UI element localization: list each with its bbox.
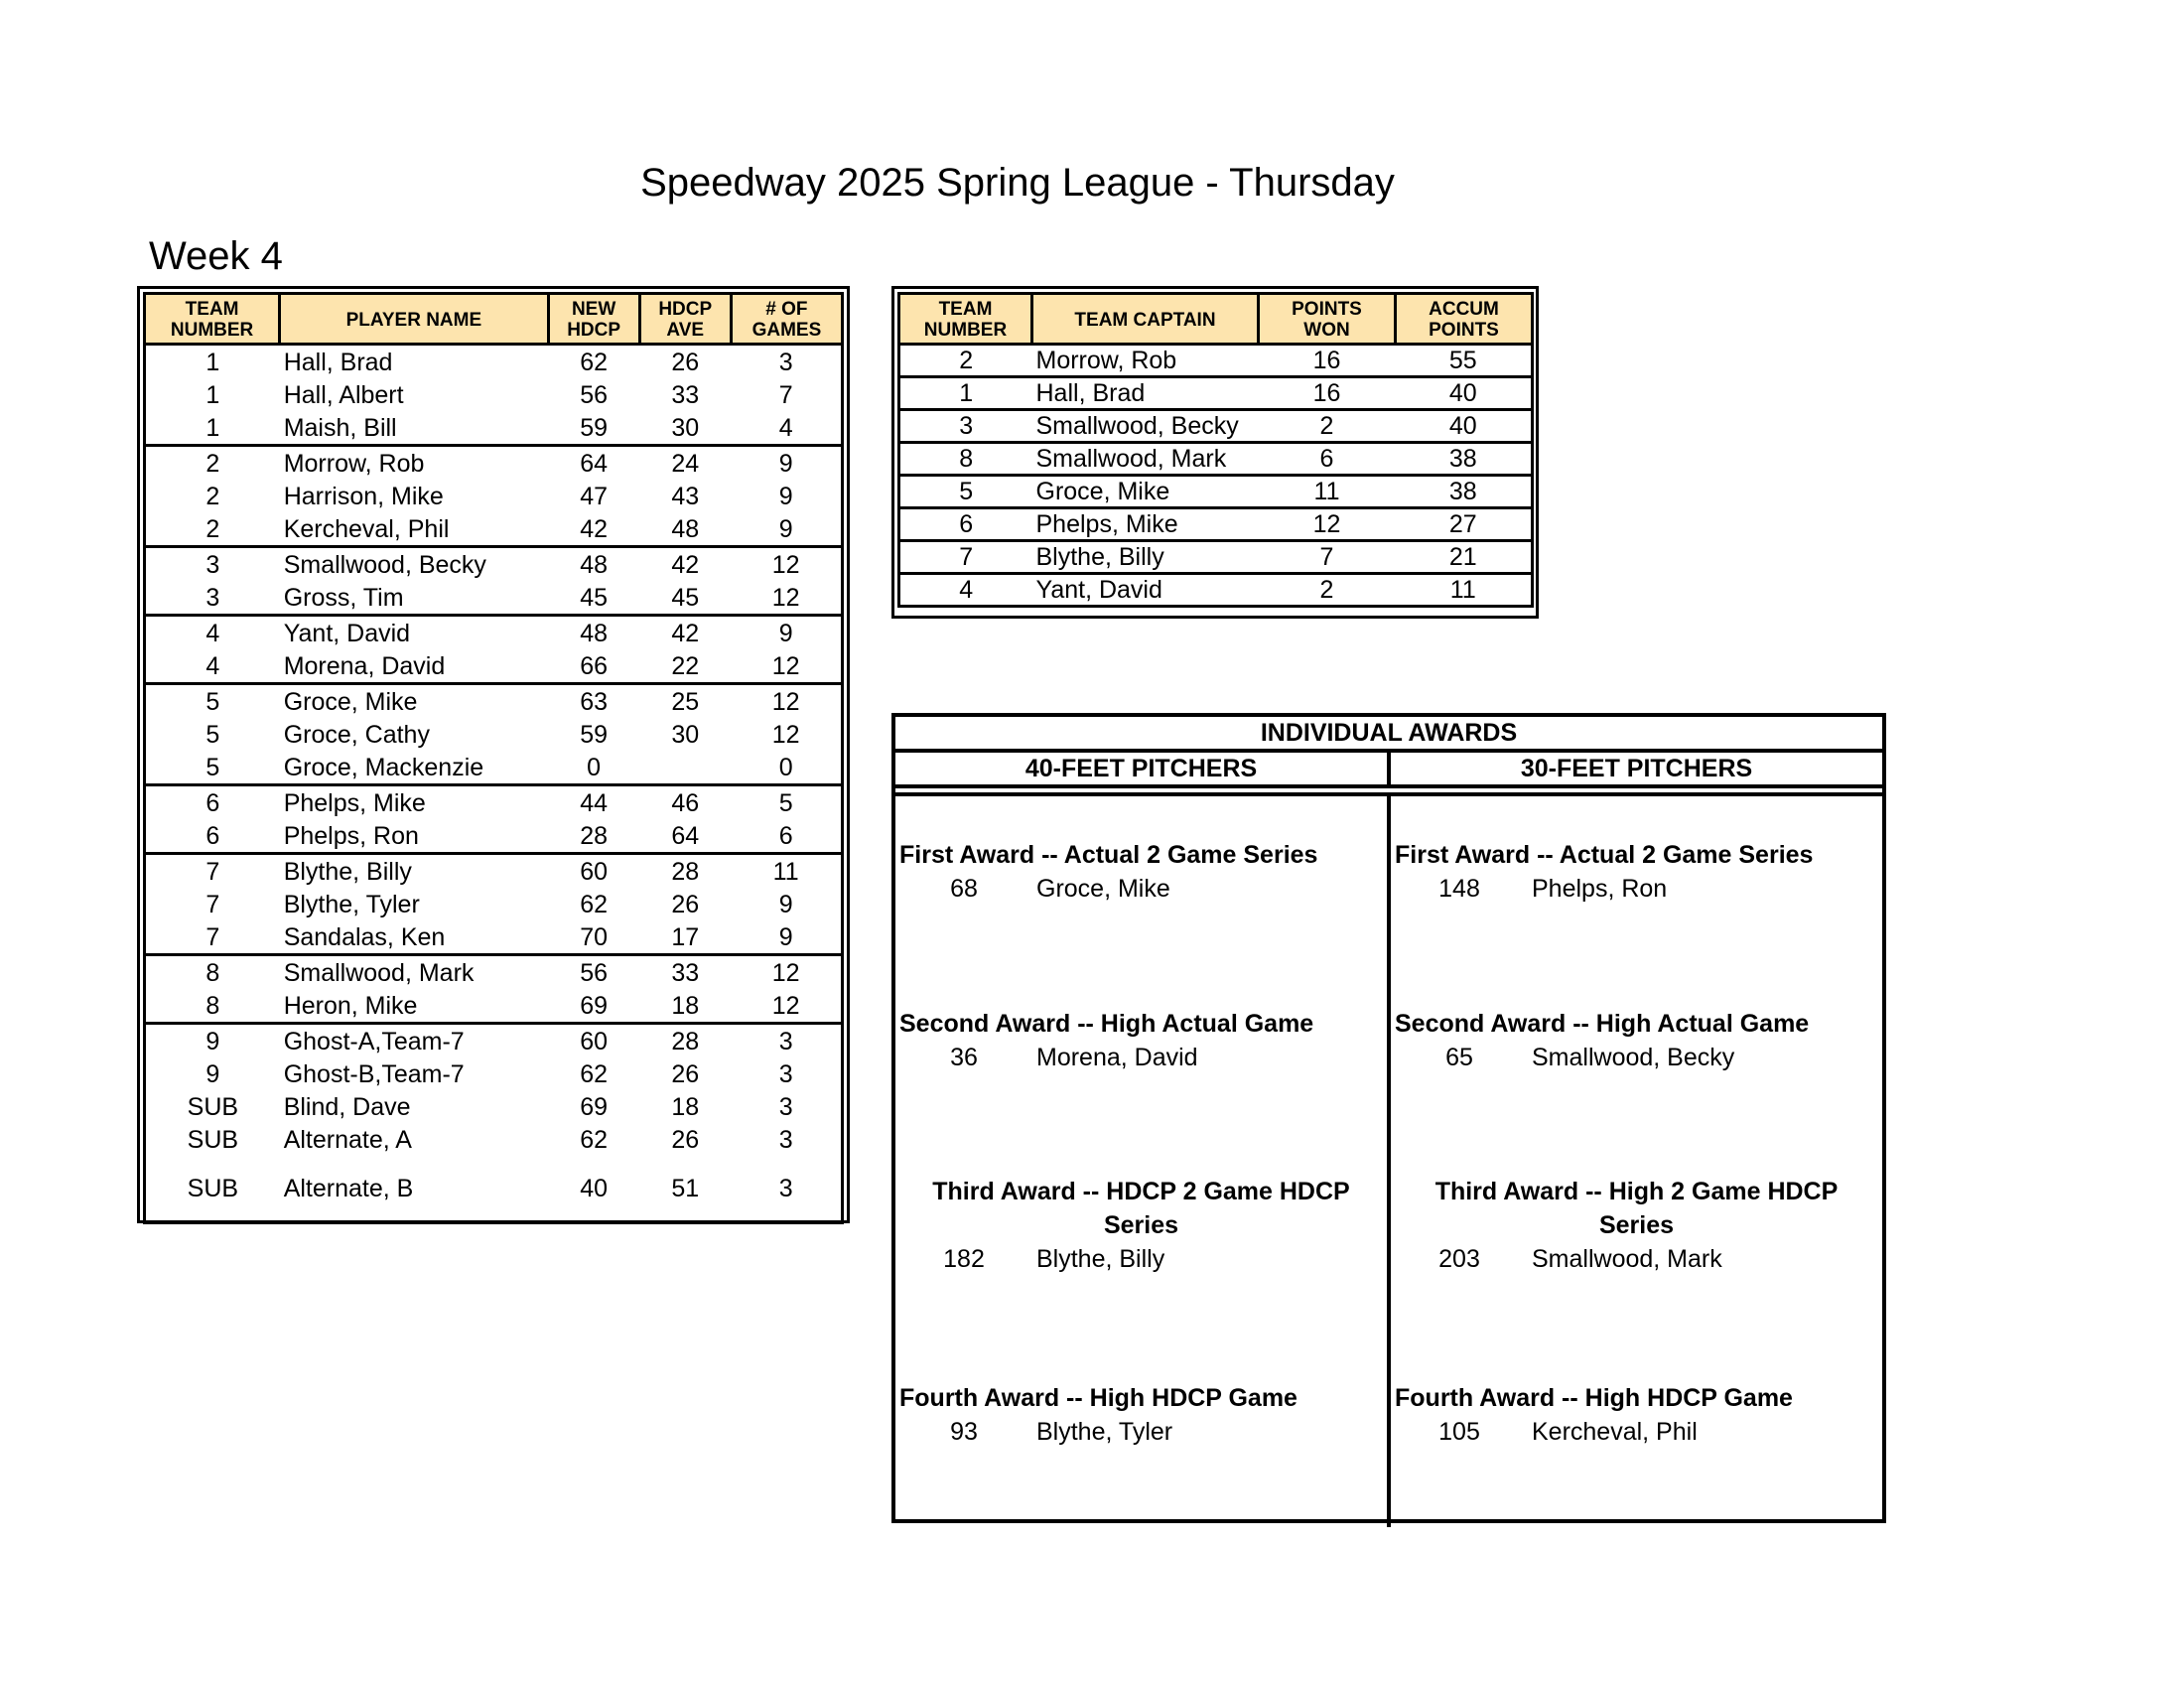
team-number-cell: 9 (145, 1024, 280, 1058)
award-score: 203 (1438, 1245, 1480, 1273)
awards-column-heading: 30-FEET PITCHERS (1520, 755, 1753, 782)
team-number-cell: 1 (205, 413, 220, 442)
team-number-cell: 5 (899, 476, 1032, 508)
accum-points-cell: 38 (1396, 476, 1533, 508)
hdcp-ave-cell: 43 (671, 482, 700, 510)
points-won-cell: 11 (1259, 476, 1396, 508)
table-row (145, 920, 843, 955)
award-entry (899, 838, 1383, 906)
table-row (145, 1156, 843, 1223)
accum-points-cell: 11 (1396, 574, 1533, 607)
table-row (145, 989, 843, 1024)
hdcp-ave-cell: 28 (639, 1024, 731, 1058)
new-hdcp-cell: 64 (548, 446, 639, 481)
new-hdcp-cell: 62 (580, 890, 609, 918)
team-number-cell: 5 (205, 753, 220, 781)
header-team-number: TEAM NUMBER (899, 294, 1032, 345)
team-number-cell: 8 (205, 991, 220, 1020)
player-name-cell: Smallwood, Becky (280, 547, 548, 582)
player-name-cell: Groce, Cathy (283, 720, 430, 749)
table-row (145, 378, 843, 411)
team-number-cell: 4 (899, 574, 1032, 607)
awards-column (1391, 796, 1882, 1527)
hdcp-ave-cell: 26 (671, 1059, 700, 1088)
team-number-cell: 7 (205, 890, 220, 918)
team-number-cell: 1 (899, 377, 1032, 410)
hdcp-ave-cell: 18 (671, 991, 700, 1020)
player-name-cell: Heron, Mike (283, 991, 418, 1020)
award-score: 93 (950, 1418, 978, 1446)
new-hdcp-cell: 48 (548, 547, 639, 582)
table-row (899, 574, 1533, 607)
hdcp-ave-cell: 33 (671, 380, 700, 409)
award-winner-name: Kercheval, Phil (1532, 1418, 1698, 1446)
games-cell: 12 (771, 583, 800, 612)
hdcp-ave-cell: 51 (671, 1175, 700, 1202)
award-winner-name: Phelps, Ron (1532, 875, 1668, 903)
award-winner-name: Smallwood, Becky (1532, 1044, 1735, 1071)
table-row (145, 785, 843, 820)
award-label: Third Award -- HDCP 2 Game HDCP Series (932, 1178, 1350, 1239)
team-number-cell: 5 (205, 720, 220, 749)
accum-points-cell: 21 (1396, 541, 1533, 574)
team-number-cell: 6 (899, 508, 1032, 541)
table-row (145, 1123, 843, 1156)
hdcp-ave-cell: 24 (639, 446, 731, 481)
table-row (899, 476, 1533, 508)
accum-points-cell: 40 (1396, 410, 1533, 443)
table-row (145, 718, 843, 751)
award-score: 182 (943, 1245, 985, 1273)
award-entry (1395, 838, 1878, 906)
table-row (145, 854, 843, 889)
team-number-cell: SUB (187, 1092, 239, 1121)
table-row (899, 541, 1533, 574)
games-cell: 12 (731, 684, 842, 719)
team-captain-cell: Smallwood, Becky (1032, 410, 1259, 443)
table-row (145, 480, 843, 512)
player-name-cell: Maish, Bill (283, 413, 397, 442)
hdcp-ave-cell: 28 (639, 854, 731, 889)
table-row (145, 819, 843, 854)
games-cell: 5 (731, 785, 842, 820)
hdcp-ave-cell: 26 (671, 890, 700, 918)
table-row (145, 955, 843, 990)
games-cell: 12 (771, 720, 800, 749)
players-table (137, 286, 850, 1223)
award-winner-name: Blythe, Billy (1036, 1245, 1165, 1273)
team-number-cell: 2 (205, 514, 220, 543)
award-label: First Award -- Actual 2 Game Series (1395, 841, 1814, 869)
hdcp-ave-cell: 46 (639, 785, 731, 820)
new-hdcp-cell: 60 (548, 854, 639, 889)
award-label: Fourth Award -- High HDCP Game (899, 1384, 1297, 1412)
awards-title: INDIVIDUAL AWARDS (895, 717, 1882, 753)
games-cell: 12 (731, 547, 842, 582)
table-row (899, 377, 1533, 410)
hdcp-ave-cell: 25 (639, 684, 731, 719)
player-name-cell: Yant, David (280, 616, 548, 650)
games-cell: 3 (778, 1092, 793, 1121)
player-name-cell: Kercheval, Phil (283, 514, 450, 543)
team-captain-cell: Phelps, Mike (1032, 508, 1259, 541)
table-row (145, 345, 843, 379)
table-row (145, 411, 843, 446)
player-name-cell: Blythe, Tyler (283, 890, 420, 918)
award-score: 68 (950, 875, 978, 903)
standings-table (891, 286, 1539, 619)
team-number-cell: 1 (145, 345, 280, 379)
award-entry (899, 1381, 1383, 1449)
new-hdcp-cell: 0 (587, 753, 602, 781)
team-number-cell: 7 (205, 922, 220, 951)
games-cell: 9 (778, 922, 793, 951)
team-number-cell: 2 (899, 345, 1032, 377)
team-captain-cell: Smallwood, Mark (1032, 443, 1259, 476)
new-hdcp-cell: 47 (580, 482, 609, 510)
table-row (145, 888, 843, 920)
awards-column (895, 796, 1391, 1527)
player-name-cell: Blythe, Billy (280, 854, 548, 889)
table-row (899, 410, 1533, 443)
games-cell: 3 (731, 1024, 842, 1058)
games-cell: 3 (731, 345, 842, 379)
games-cell: 9 (778, 890, 793, 918)
table-row (145, 751, 843, 785)
team-captain-cell: Yant, David (1032, 574, 1259, 607)
games-cell: 3 (778, 1125, 793, 1154)
team-number-cell: 8 (145, 955, 280, 990)
team-captain-cell: Blythe, Billy (1032, 541, 1259, 574)
player-name-cell: Alternate, B (283, 1175, 414, 1202)
week-label: Week 4 (149, 234, 283, 278)
team-number-cell: 3 (145, 547, 280, 582)
award-winner-name: Groce, Mike (1036, 875, 1170, 903)
team-number-cell: 3 (899, 410, 1032, 443)
header-games: # OF GAMES (731, 294, 842, 345)
award-label: Second Award -- High Actual Game (1395, 1010, 1810, 1038)
games-cell: 4 (778, 413, 793, 442)
team-number-cell: 6 (205, 821, 220, 850)
player-name-cell: Morena, David (283, 651, 446, 680)
award-entry (1395, 1007, 1878, 1074)
table-row (145, 616, 843, 650)
header-player-name: PLAYER NAME (280, 294, 548, 345)
player-name-cell: Alternate, A (283, 1125, 412, 1154)
team-number-cell: 8 (899, 443, 1032, 476)
table-row (145, 649, 843, 684)
games-cell: 6 (778, 821, 793, 850)
table-row (145, 547, 843, 582)
new-hdcp-cell: 60 (548, 1024, 639, 1058)
games-cell: 9 (731, 616, 842, 650)
award-label: Second Award -- High Actual Game (899, 1010, 1314, 1038)
accum-points-cell: 38 (1396, 443, 1533, 476)
games-cell: 0 (778, 753, 793, 781)
team-number-cell: 4 (205, 651, 220, 680)
player-name-cell: Hall, Brad (280, 345, 548, 379)
team-number-cell: 2 (205, 482, 220, 510)
games-cell: 3 (778, 1059, 793, 1088)
award-winner-name: Smallwood, Mark (1532, 1245, 1722, 1273)
header-hdcp-ave: HDCP AVE (639, 294, 731, 345)
hdcp-ave-cell: 64 (671, 821, 700, 850)
new-hdcp-cell: 48 (548, 616, 639, 650)
team-number-cell: 9 (205, 1059, 220, 1088)
accum-points-cell: 27 (1396, 508, 1533, 541)
team-number-cell: SUB (187, 1125, 239, 1154)
individual-awards (891, 713, 1886, 1523)
points-won-cell: 6 (1259, 443, 1396, 476)
player-name-cell: Gross, Tim (283, 583, 404, 612)
new-hdcp-cell: 69 (580, 991, 609, 1020)
team-number-cell: 6 (145, 785, 280, 820)
games-cell: 12 (731, 955, 842, 990)
header-team-captain: TEAM CAPTAIN (1032, 294, 1259, 345)
award-winner-name: Blythe, Tyler (1036, 1418, 1173, 1446)
hdcp-ave-cell: 33 (639, 955, 731, 990)
games-cell: 11 (731, 854, 842, 889)
hdcp-ave-cell: 30 (671, 413, 700, 442)
player-name-cell: Phelps, Ron (283, 821, 419, 850)
player-name-cell: Harrison, Mike (283, 482, 444, 510)
new-hdcp-cell: 70 (580, 922, 609, 951)
table-row (145, 581, 843, 616)
award-entry (1395, 1175, 1878, 1276)
player-name-cell: Blind, Dave (283, 1092, 411, 1121)
hdcp-ave-cell: 26 (639, 345, 731, 379)
table-row (145, 1057, 843, 1090)
team-captain-cell: Hall, Brad (1032, 377, 1259, 410)
hdcp-ave-cell: 42 (639, 616, 731, 650)
games-cell: 12 (771, 991, 800, 1020)
award-score: 105 (1438, 1418, 1480, 1446)
player-name-cell: Hall, Albert (283, 380, 404, 409)
player-name-cell: Smallwood, Mark (280, 955, 548, 990)
team-captain-cell: Groce, Mike (1032, 476, 1259, 508)
player-name-cell: Phelps, Mike (280, 785, 548, 820)
hdcp-ave-cell (639, 751, 731, 785)
award-label: Fourth Award -- High HDCP Game (1395, 1384, 1793, 1412)
hdcp-ave-cell: 17 (671, 922, 700, 951)
player-name-cell: Morrow, Rob (280, 446, 548, 481)
points-won-cell: 16 (1259, 345, 1396, 377)
new-hdcp-cell: 62 (580, 1059, 609, 1088)
new-hdcp-cell: 56 (580, 380, 609, 409)
awards-column-heading: 40-FEET PITCHERS (895, 753, 1391, 784)
player-name-cell: Ghost-A,Team-7 (280, 1024, 548, 1058)
table-row (145, 446, 843, 481)
header-team-number: TEAM NUMBER (145, 294, 280, 345)
hdcp-ave-cell: 22 (671, 651, 700, 680)
points-won-cell: 2 (1259, 574, 1396, 607)
table-row (145, 512, 843, 547)
games-cell: 12 (771, 651, 800, 680)
award-score: 65 (1445, 1044, 1473, 1071)
player-name-cell: Ghost-B,Team-7 (283, 1059, 465, 1088)
award-score: 148 (1438, 875, 1480, 903)
new-hdcp-cell: 59 (580, 413, 609, 442)
new-hdcp-cell: 66 (580, 651, 609, 680)
games-cell: 7 (778, 380, 793, 409)
hdcp-ave-cell: 18 (671, 1092, 700, 1121)
hdcp-ave-cell: 48 (671, 514, 700, 543)
team-number-cell: 7 (145, 854, 280, 889)
table-row (145, 1090, 843, 1123)
table-row (145, 684, 843, 719)
header-new-hdcp: NEW HDCP (548, 294, 639, 345)
games-cell: 3 (778, 1175, 793, 1202)
page-title: Speedway 2025 Spring League - Thursday (640, 161, 1395, 205)
award-label: Third Award -- High 2 Game HDCP Series (1434, 1178, 1839, 1239)
new-hdcp-cell: 42 (580, 514, 609, 543)
points-won-cell: 12 (1259, 508, 1396, 541)
new-hdcp-cell: 62 (548, 345, 639, 379)
new-hdcp-cell: 59 (580, 720, 609, 749)
player-name-cell: Groce, Mike (280, 684, 548, 719)
new-hdcp-cell: 63 (548, 684, 639, 719)
hdcp-ave-cell: 45 (671, 583, 700, 612)
accum-points-cell: 55 (1396, 345, 1533, 377)
table-row (145, 1024, 843, 1058)
header-accum-points: ACCUM POINTS (1396, 294, 1533, 345)
team-number-cell: 1 (205, 380, 220, 409)
hdcp-ave-cell: 42 (639, 547, 731, 582)
games-cell: 9 (778, 482, 793, 510)
table-row (899, 508, 1533, 541)
award-entry (899, 1007, 1383, 1074)
points-won-cell: 16 (1259, 377, 1396, 410)
new-hdcp-cell: 62 (580, 1125, 609, 1154)
team-number-cell: 4 (145, 616, 280, 650)
award-score: 36 (950, 1044, 978, 1071)
team-captain-cell: Morrow, Rob (1032, 345, 1259, 377)
player-name-cell: Groce, Mackenzie (283, 753, 484, 781)
hdcp-ave-cell: 26 (671, 1125, 700, 1154)
table-row (899, 345, 1533, 377)
points-won-cell: 7 (1259, 541, 1396, 574)
games-cell: 9 (731, 446, 842, 481)
table-row (899, 443, 1533, 476)
team-number-cell: 2 (145, 446, 280, 481)
team-number-cell: 5 (145, 684, 280, 719)
header-points-won: POINTS WON (1259, 294, 1396, 345)
new-hdcp-cell: 45 (580, 583, 609, 612)
new-hdcp-cell: 69 (580, 1092, 609, 1121)
player-name-cell: Sandalas, Ken (283, 922, 446, 951)
new-hdcp-cell: 40 (580, 1175, 609, 1202)
award-entry (899, 1175, 1383, 1276)
team-number-cell: SUB (187, 1175, 239, 1202)
new-hdcp-cell: 44 (548, 785, 639, 820)
accum-points-cell: 40 (1396, 377, 1533, 410)
team-number-cell: 7 (899, 541, 1032, 574)
award-winner-name: Morena, David (1036, 1044, 1198, 1071)
hdcp-ave-cell: 30 (671, 720, 700, 749)
points-won-cell: 2 (1259, 410, 1396, 443)
award-label: First Award -- Actual 2 Game Series (899, 841, 1318, 869)
team-number-cell: 3 (205, 583, 220, 612)
award-entry (1395, 1381, 1878, 1449)
new-hdcp-cell: 28 (580, 821, 609, 850)
new-hdcp-cell: 56 (548, 955, 639, 990)
games-cell: 9 (778, 514, 793, 543)
